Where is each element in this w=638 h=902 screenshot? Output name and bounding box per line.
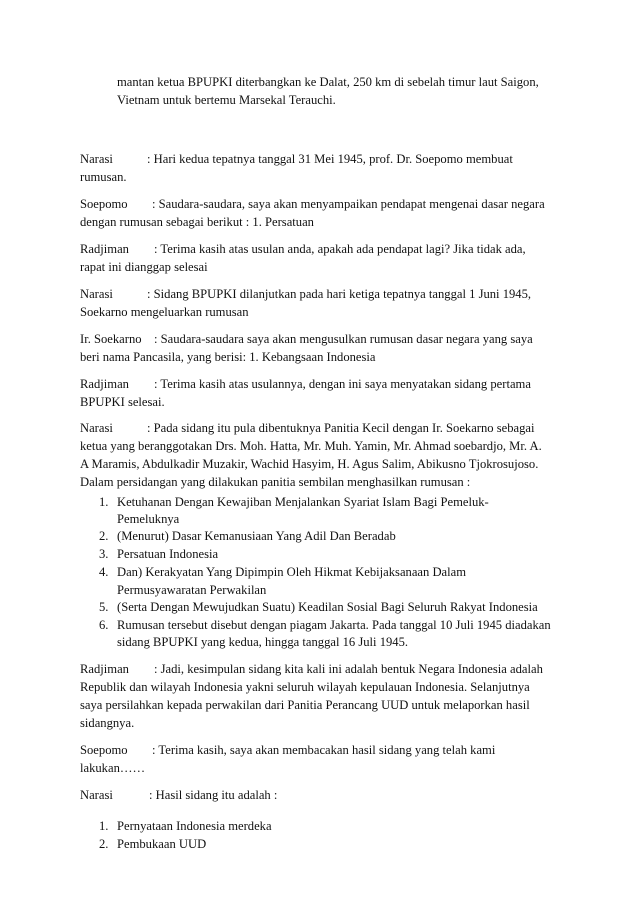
- dialogue-text: : Hari kedua tepatnya tanggal 31 Mei 1945, prof. Dr. Soepomo membuat: [147, 152, 513, 166]
- dialogue-text: : Sidang BPUPKI dilanjutkan pada hari ketiga tepatnya tanggal 1 Juni 1945,: [147, 287, 532, 301]
- list-item: Permusyawaratan Perwakilan: [117, 583, 267, 597]
- list-number: 6.: [99, 618, 109, 632]
- dialogue-text: ketua yang beranggotakan Drs. Moh. Hatta, Mr. Muh. Yamin, Mr. Ahmad soebardjo, Mr. A.: [80, 439, 542, 453]
- list-item: Dan) Kerakyatan Yang Dipimpin Oleh Hikmat Kebijaksanaan Dalam: [117, 565, 467, 579]
- dialogue-text: dengan rumusan sebagai berikut : 1. Persatuan: [80, 215, 314, 229]
- dialogue-text: BPUPKI selesai.: [80, 395, 165, 409]
- list-item: sidang BPUPKI yang kedua, hingga tanggal 16 Juli 1945.: [117, 635, 409, 649]
- dialogue-text: saya persilahkan kepada perwakilan dari Panitia Perancang UUD untuk melaporkan hasil: [80, 698, 530, 712]
- dialogue-text: Soekarno mengeluarkan rumusan: [80, 305, 249, 319]
- dialogue-text: Dalam persidangan yang dilakukan panitia sembilan menghasilkan rumusan :: [80, 475, 471, 489]
- list-item: Persatuan Indonesia: [117, 547, 219, 561]
- list-item: Rumusan tersebut disebut dengan piagam Jakarta. Pada tanggal 10 Juli 1945 diadakan: [117, 618, 551, 632]
- dialogue-text: : Terima kasih atas usulan anda, apakah ada pendapat lagi? Jika tidak ada,: [154, 242, 526, 256]
- speaker-label: Ir. Soekarno: [80, 332, 142, 346]
- intro-line: mantan ketua BPUPKI diterbangkan ke Dalat, 250 km di sebelah timur laut Saigon,: [117, 75, 539, 89]
- speaker-label: Narasi: [80, 788, 113, 802]
- dialogue-text: beri nama Pancasila, yang berisi: 1. Kebangsaan Indonesia: [80, 350, 376, 364]
- dialogue-text: lakukan……: [80, 761, 146, 775]
- list-number: 2.: [99, 837, 109, 851]
- list-number: 3.: [99, 547, 109, 561]
- dialogue-text: rumusan.: [80, 170, 127, 184]
- speaker-label: Radjiman: [80, 242, 129, 256]
- list-item: Pembukaan UUD: [117, 837, 207, 851]
- dialogue-text: Republik dan wilayah Indonesia yakni seluruh wilayah kepulauan Indonesia. Selanjutnya: [80, 680, 530, 694]
- dialogue-text: : Hasil sidang itu adalah :: [149, 788, 278, 802]
- speaker-label: Narasi: [80, 152, 113, 166]
- dialogue-text: : Jadi, kesimpulan sidang kita kali ini adalah bentuk Negara Indonesia adalah: [154, 662, 543, 676]
- dialogue-text: sidangnya.: [80, 716, 135, 730]
- list-number: 5.: [99, 600, 109, 614]
- list-number: 1.: [99, 819, 109, 833]
- dialogue-text: : Saudara-saudara saya akan mengusulkan rumusan dasar negara yang saya: [154, 332, 533, 346]
- list-item: Pernyataan Indonesia merdeka: [117, 819, 272, 833]
- dialogue-text: rapat ini dianggap selesai: [80, 260, 208, 274]
- list-item: (Menurut) Dasar Kemanusiaan Yang Adil Dan Beradab: [117, 529, 396, 543]
- list-item: (Serta Dengan Mewujudkan Suatu) Keadilan Sosial Bagi Seluruh Rakyat Indonesia: [117, 600, 538, 614]
- speaker-label: Radjiman: [80, 662, 129, 676]
- speaker-label: Radjiman: [80, 377, 129, 391]
- speaker-label: Soepomo: [80, 197, 128, 211]
- dialogue-text: : Terima kasih, saya akan membacakan hasil sidang yang telah kami: [152, 743, 496, 757]
- list-number: 2.: [99, 529, 109, 543]
- list-number: 1.: [99, 495, 109, 509]
- dialogue-text: : Saudara-saudara, saya akan menyampaikan pendapat mengenai dasar negara: [152, 197, 545, 211]
- list-item: Pemeluknya: [117, 512, 180, 526]
- dialogue-text: : Terima kasih atas usulannya, dengan ini saya menyatakan sidang pertama: [154, 377, 531, 391]
- dialogue-text: : Pada sidang itu pula dibentuknya Panitia Kecil dengan Ir. Soekarno sebagai: [147, 421, 535, 435]
- speaker-label: Narasi: [80, 287, 113, 301]
- speaker-label: Soepomo: [80, 743, 128, 757]
- list-item: Ketuhanan Dengan Kewajiban Menjalankan Syariat Islam Bagi Pemeluk-: [117, 495, 489, 509]
- speaker-label: Narasi: [80, 421, 113, 435]
- list-number: 4.: [99, 565, 109, 579]
- intro-line: Vietnam untuk bertemu Marsekal Terauchi.: [117, 93, 336, 107]
- dialogue-text: A Maramis, Abdulkadir Muzakir, Wachid Hasyim, H. Agus Salim, Abikusno Tjokrosujoso.: [80, 457, 539, 471]
